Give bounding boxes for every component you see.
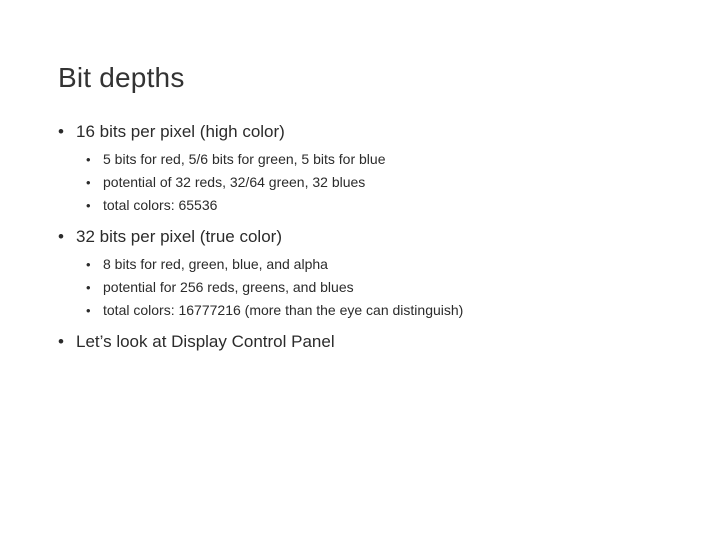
bullet-item bbox=[58, 120, 698, 144]
sub-bullet-item bbox=[58, 276, 698, 299]
slide-content bbox=[58, 120, 698, 354]
bullet-icon: • bbox=[86, 175, 91, 190]
sub-bullet-text: 8 bits for red, green, blue, and alpha bbox=[103, 256, 328, 272]
sub-bullet-list bbox=[58, 148, 698, 217]
bullet-icon: • bbox=[58, 332, 64, 351]
bullet-text: Let’s look at Display Control Panel bbox=[76, 332, 335, 351]
sub-bullet-item bbox=[58, 171, 698, 194]
sub-bullet-text: total colors: 65536 bbox=[103, 197, 218, 213]
bullet-icon: • bbox=[58, 122, 64, 141]
bullet-icon: • bbox=[86, 280, 91, 295]
bullet-icon: • bbox=[86, 303, 91, 318]
sub-bullet-text: total colors: 16777216 (more than the eye can distinguish) bbox=[103, 302, 464, 318]
sub-bullet-text: 5 bits for red, 5/6 bits for green, 5 bits for blue bbox=[103, 151, 386, 167]
sub-bullet-item bbox=[58, 148, 698, 171]
bullet-text: 32 bits per pixel (true color) bbox=[76, 227, 282, 246]
sub-bullet-item bbox=[58, 299, 698, 322]
sub-bullet-list bbox=[58, 253, 698, 322]
sub-bullet-item bbox=[58, 194, 698, 217]
slide-title: Bit depths bbox=[58, 62, 185, 93]
sub-bullet-text: potential for 256 reds, greens, and blues bbox=[103, 279, 354, 295]
bullet-text: 16 bits per pixel (high color) bbox=[76, 122, 285, 141]
bullet-item bbox=[58, 330, 698, 354]
sub-bullet-item bbox=[58, 253, 698, 276]
bullet-icon: • bbox=[86, 198, 91, 213]
bullet-icon: • bbox=[86, 257, 91, 272]
bullet-item bbox=[58, 225, 698, 249]
bullet-icon: • bbox=[58, 227, 64, 246]
sub-bullet-text: potential of 32 reds, 32/64 green, 32 blues bbox=[103, 174, 366, 190]
bullet-icon: • bbox=[86, 152, 91, 167]
